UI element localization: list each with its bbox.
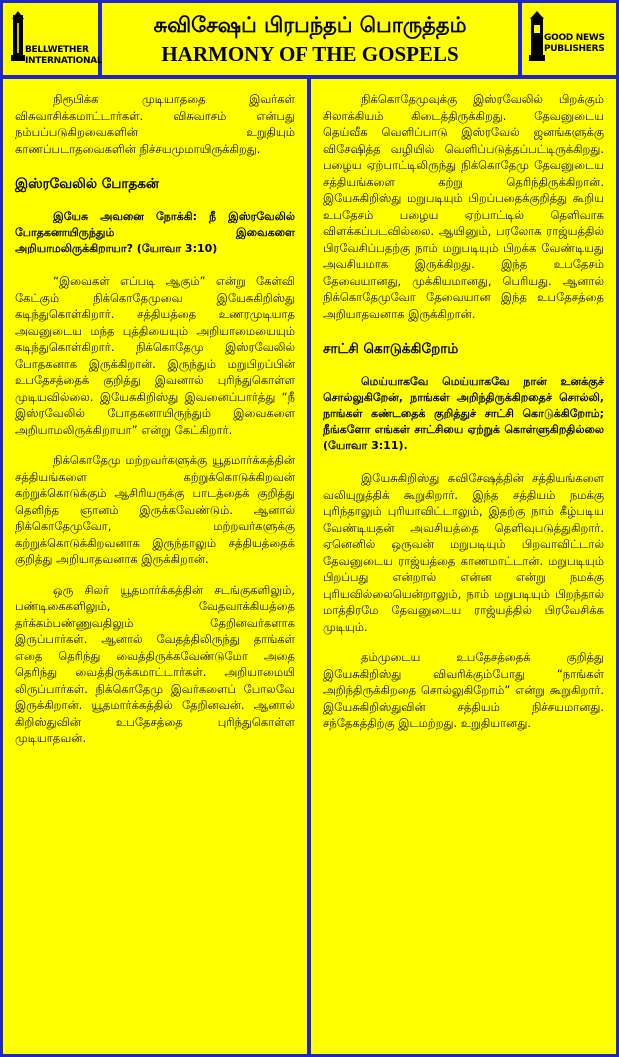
- left-column: [3, 79, 307, 1054]
- bellwether-logo: [3, 3, 103, 75]
- paragraph: “இவைகள் எப்படி ஆகும்” என்று கேள்வி கேட்கும் நிக்கொதேமுவை இயேசுகிறிஸ்து கடிந்துகொள்கிறார். சத்தியத்தை உணரமுடியாத அவனுடைய மந்த புத்தியையும் அறியாமையையும் கடிந்துகொள்கிறார். நிக்கொதேமு இஸ்ரவேலில் போதகனாக இருக்கிறான். இருந்தும் மறுபிறப்பின் உபதேசத்தைக் குறித்து இவனால் புரிந்துகொள்ள முடியவில்லை. இயேசுகிறிஸ்து இவனைப்பார்த்து “நீ இஸ்ரவேலில் போதகனாயிருந்தும் இவைகளை அறியாமலிருக்கிறாயா” என்று கேட்கிறார்.: [15, 274, 295, 437]
- right-column: [311, 79, 616, 1054]
- title-tamil: சுவிசேஷப் பிரபந்தப் பொருத்தம்: [153, 13, 467, 37]
- scripture-quote: இயேசு அவனை நோக்கி: நீ இஸ்ரவேலில் போதகனாயிருந்தும் இவைகளை அறியாமலிருக்கிறாயா? (யோவா 3:10): [15, 210, 295, 255]
- section-heading: இஸ்ரவேலில் போதகன்: [15, 176, 159, 192]
- paragraph: ஒரு சிலர் யூதமார்க்கத்தின் சடங்குகளிலும், பண்டிகைகளிலும், வேதவாக்கியத்தை தர்க்கம்பண்ணுவதிலும் தேறினவர்களாக இருப்பார்கள். ஆனால் வேதத்திலிருந்து தாங்கள் எதை தெரிந்து வைத்திருக்கவேண்டுமோ அதை தெரிந்து வைத்திருக்கமாட்டார்கள். அறியாமையி லிருப்பார்கள். நிக்கொதேமு இவர்களைப் போலவே இருக்கிறான். யூதமார்க்கத்தில் தேறினவன். ஆனால் கிறிஸ்துவின் உபதேசத்தை புரிந்துகொள்ள முடியாதவன்.: [15, 582, 295, 745]
- title-english: HARMONY OF THE GOSPELS: [161, 42, 459, 66]
- title-box: [102, 3, 518, 75]
- paragraph: தம்முடைய உபதேசத்தைக் குறித்து இயேசுகிறிஸ்து விவரிக்கும்போது “நாங்கள் அறிந்திருக்கிறதை சொல்லுகிறோம்” என்று கூறுகிறார். இயேசுகிறிஸ்துவின் சத்தியம் நிச்சயமானது. சந்தேகத்திற்கு இடமற்றது. உறுதியானது.: [323, 650, 604, 730]
- paragraph: நிக்கொதேமுவுக்கு இஸ்ரவேலில் பிறக்கும் சிலாக்கியம் கிடைத்திருக்கிறது. தேவனுடைய தெய்வீக வெளிப்பாடு இஸ்ரவேல் ஜனங்களுக்கு விசேஷித்த வழியில் வெளிப்படுத்தப்பட்டிருக்கிறது. பழைய ஏற்பாட்டிலிருந்து நிக்கொதேமு தேவனுடைய சத்தியங்களை கற்று தெரிந்திருக்கிறான். இயேசுகிறிஸ்து மறுபடியும் பிறப்பதைக்குறித்து கூறிய உபதேசம் பழைய ஏற்பாட்டில் தெளிவாக விளக்கப்படவில்லை. ஆயினும், பரலோக ராஜ்யத்தில் பிரவேசிப்பதற்கு நாம் மறுபடியும் பிறக்க வேண்டியது அவசியமாக இருக்கிறது. இந்த உபதேசம் தேவையானது, முக்கியமானது, பெரியது. ஆனால் நிக்கொதேமுவோ தேவையான இந்த உபதேசத்தை அறியாதவனாக இருக்கிறான்.: [323, 92, 604, 321]
- paragraph: நிக்கொதேமு மற்றவர்களுக்கு யூதமார்க்கத்தின் சத்தியங்களை கற்றுக்கொடுக்கிறவன் கற்றுக்கொடுக்கும் ஆசிரியருக்கு பாடத்தைக் குறித்து தெளிந்த ஞானம் இருக்கவேண்டும். ஆனால் நிக்கொதேமுவோ, மற்றவர்களுக்கு கற்றுக்கொடுக்கிறவனாக இருந்தாலும் சத்தியத்தைக் குறித்து அறியாதவனாக இருக்கிறான்.: [15, 453, 295, 566]
- paragraph: நிரூபிக்க முடியாததை இவர்கள் விசுவாசிக்கமாட்டார்கள். விசுவாசம் என்பது நம்பப்படுகிறவைகளின் உறுதியும் காணப்படாதவைகளின் நிச்சயமுமாயிருக்கிறது.: [15, 92, 295, 156]
- bellwether-logo-line2: INTERNATIONAL: [25, 56, 103, 66]
- good-news-logo-line1: GOOD NEWS: [544, 33, 605, 43]
- paragraph: இயேசுகிறிஸ்து சுவிசேஷத்தின் சத்தியங்களை வலியுறுத்திக் கூறுகிறார். இந்த சத்தியம் நமக்கு புரிந்தாலும் புரியாவிட்டாலும், இதற்கு நாம் கீழ்படிய வேண்டியதன் அவசியத்தை தெளிவுபடுத்துகிறார். ஏனெனில் ஒருவன் மறுபடியும் பிறவாவிட்டால் தேவனுடைய ராஜ்யத்தை காணமாட்டான். மறுபடியும் பிறப்பது என்றால் என்ன என்று நமக்கு புரியவில்லையென்றாலும், நாம் மறுபடியும் பிறந்தால் மாத்திரமே தேவனுடைய ராஜ்யத்தில் பிரவேசிக்க முடியும்.: [323, 471, 604, 634]
- section-heading: சாட்சி கொடுக்கிறோம்: [323, 341, 459, 357]
- bellwether-logo-line1: BELLWETHER: [25, 45, 89, 55]
- good-news-logo: [522, 3, 616, 75]
- scripture-quote: மெய்யாகவே மெய்யாகவே நான் உனக்குச் சொல்லுகிறேன், நாங்கள் அறிந்திருக்கிறதைச் சொல்லி, நாங்கள் கண்டதைக் குறித்துச் சாட்சி கொடுக்கிறோம்; நீங்களோ எங்கள் சாட்சியை ஏற்றுக் கொள்ளுகிறதில்லை (யோவா 3:11).: [323, 375, 604, 452]
- good-news-logo-line2: PUBLISHERS: [544, 44, 605, 54]
